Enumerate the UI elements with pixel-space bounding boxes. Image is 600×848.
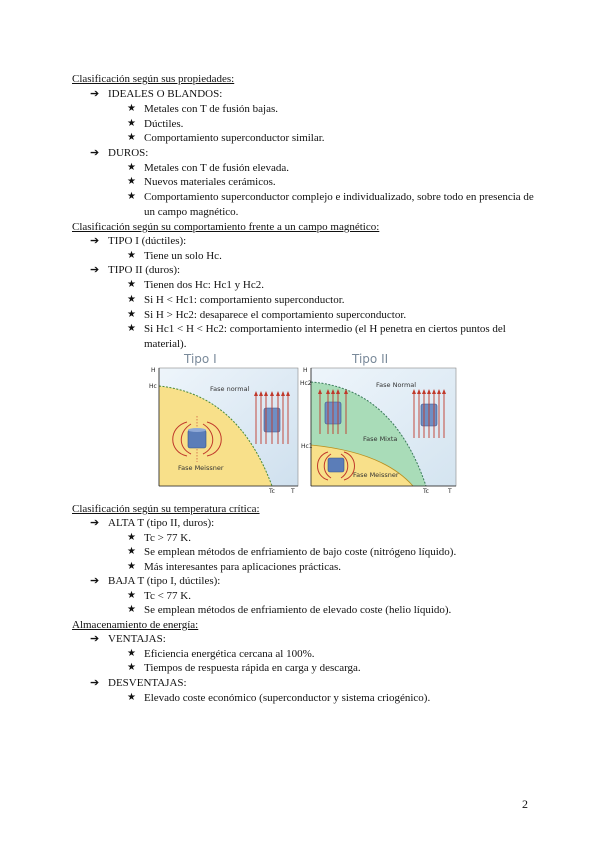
diagram-tipo-1 xyxy=(149,352,298,494)
list-item: ★ Si Hc1 < H < Hc2: comportamiento intermedio (el H penetra en ciertos puntos del material). xyxy=(127,323,506,350)
phase-mixed-label: Fase Mixta xyxy=(363,435,398,443)
arrow-icon: ➔ xyxy=(90,677,100,689)
superconductor-phase-diagram xyxy=(148,352,468,494)
section-heading-energy-storage: Almacenamiento de energía: xyxy=(72,619,199,631)
list-item: ★ Tc < 77 K. xyxy=(127,590,191,602)
arrow-icon: ➔ xyxy=(90,235,100,247)
star-icon: ★ xyxy=(127,191,136,202)
axis-h-label: H xyxy=(303,367,308,374)
phase-meissner-label: Fase Meissner xyxy=(178,464,224,472)
star-icon: ★ xyxy=(127,103,136,114)
axis-t-label: T xyxy=(291,488,295,494)
group-tipo-1: ➔ TIPO I (dúctiles): xyxy=(90,235,187,247)
section-heading-properties: Clasificación según sus propiedades: xyxy=(72,73,235,85)
star-icon: ★ xyxy=(127,132,136,143)
list-item: ★ Comportamiento superconductor complejo e individualizado, sobre todo en presencia de un campo magnético. xyxy=(127,191,534,218)
group-ventajas: ➔ VENTAJAS: xyxy=(90,633,166,645)
star-icon: ★ xyxy=(127,176,136,187)
list-item: ★ Elevado coste económico (superconductor y sistema criogénico). xyxy=(127,692,431,704)
section-heading-magnetic: Clasificación según su comportamiento frente a un campo magnético: xyxy=(72,221,380,233)
star-icon: ★ xyxy=(127,250,136,261)
group-baja-t: ➔ BAJA T (tipo I, dúctiles): xyxy=(90,575,221,587)
phase-normal-label: Fase Normal xyxy=(376,381,417,389)
list-item: ★ Metales con T de fusión elevada. xyxy=(127,162,289,174)
list-item: ★ Si H > Hc2: desaparece el comportamiento superconductor. xyxy=(127,309,407,321)
diagram-tipo-2 xyxy=(300,352,456,494)
star-icon: ★ xyxy=(127,323,136,334)
star-icon: ★ xyxy=(127,604,136,615)
hc2-label: Hc2 xyxy=(300,380,312,387)
axis-t-label: T xyxy=(448,488,452,494)
list-item: ★ Tiene un solo Hc. xyxy=(127,250,222,262)
list-item: ★ Más interesantes para aplicaciones prácticas. xyxy=(127,561,341,573)
group-duros: ➔ DUROS: xyxy=(90,147,149,159)
page-number: 2 xyxy=(522,797,528,811)
list-item: ★ Se emplean métodos de enfriamiento de elevado coste (helio líquido). xyxy=(127,604,452,616)
group-ideales: ➔ IDEALES O BLANDOS: xyxy=(90,88,223,100)
arrow-icon: ➔ xyxy=(90,88,100,100)
star-icon: ★ xyxy=(127,662,136,673)
tc-label: Tc xyxy=(269,488,275,494)
list-item: ★ Metales con T de fusión bajas. xyxy=(127,103,279,115)
star-icon: ★ xyxy=(127,546,136,557)
phase-meissner-label: Fase Meissner xyxy=(353,471,399,479)
arrow-icon: ➔ xyxy=(90,575,100,587)
axis-h-label: H xyxy=(151,367,156,374)
star-icon: ★ xyxy=(127,309,136,320)
arrow-icon: ➔ xyxy=(90,264,100,276)
list-item: ★ Nuevos materiales cerámicos. xyxy=(127,176,276,188)
list-item: ★ Si H < Hc1: comportamiento superconductor. xyxy=(127,294,345,306)
star-icon: ★ xyxy=(127,532,136,543)
group-alta-t: ➔ ALTA T (tipo II, duros): xyxy=(90,517,215,529)
star-icon: ★ xyxy=(127,692,136,703)
group-desventajas: ➔ DESVENTAJAS: xyxy=(90,677,187,689)
group-tipo-2: ➔ TIPO II (duros): xyxy=(90,264,181,276)
diagram-title-tipo-1: Tipo I xyxy=(184,352,217,366)
star-icon: ★ xyxy=(127,590,136,601)
arrow-icon: ➔ xyxy=(90,633,100,645)
star-icon: ★ xyxy=(127,294,136,305)
list-item: ★ Se emplean métodos de enfriamiento de bajo coste (nitrógeno líquido). xyxy=(127,546,457,558)
list-item: ★ Dúctiles. xyxy=(127,118,184,130)
star-icon: ★ xyxy=(127,561,136,572)
arrow-icon: ➔ xyxy=(90,517,100,529)
list-item: ★ Comportamiento superconductor similar. xyxy=(127,132,325,144)
star-icon: ★ xyxy=(127,648,136,659)
list-item: ★ Tc > 77 K. xyxy=(127,532,191,544)
list-item: ★ Tiempos de respuesta rápida en carga y descarga. xyxy=(127,662,361,674)
hc-label: Hc xyxy=(149,383,157,390)
star-icon: ★ xyxy=(127,118,136,129)
star-icon: ★ xyxy=(127,162,136,173)
diagram-title-tipo-2: Tipo II xyxy=(352,352,389,366)
phase-normal-label: Fase normal xyxy=(210,385,250,393)
section-heading-critical-temperature: Clasificación según su temperatura crítica: xyxy=(72,503,260,515)
hc1-label: Hc1 xyxy=(301,443,313,450)
tc-label: Tc xyxy=(423,488,429,494)
list-item: ★ Tienen dos Hc: Hc1 y Hc2. xyxy=(127,279,264,291)
star-icon: ★ xyxy=(127,279,136,290)
arrow-icon: ➔ xyxy=(90,147,100,159)
list-item: ★ Eficiencia energética cercana al 100%. xyxy=(127,648,315,660)
